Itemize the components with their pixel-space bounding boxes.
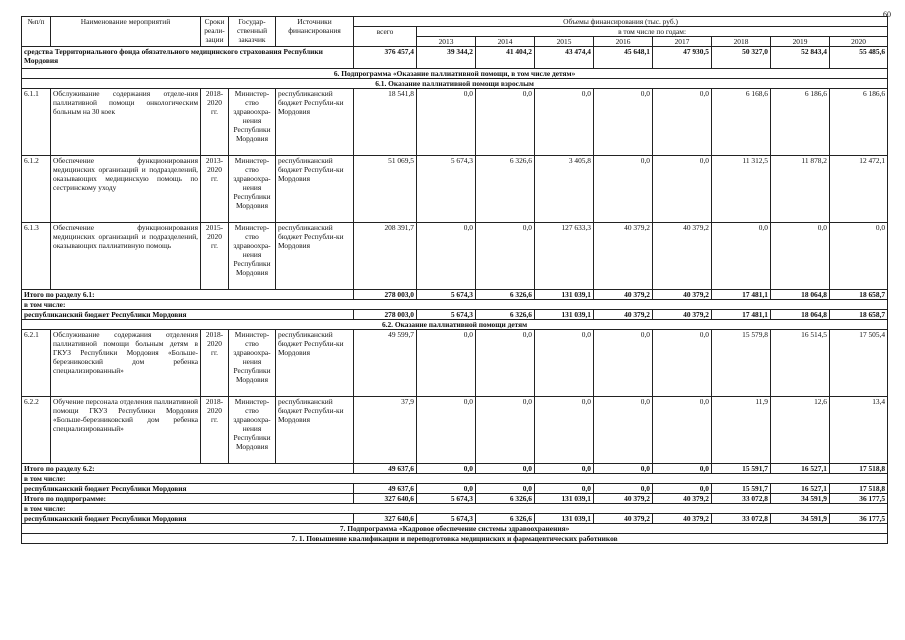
including-label: в том числе: [22, 474, 888, 484]
value-cell: 0,0 [417, 89, 476, 156]
value-cell: 16 527,1 [771, 484, 830, 494]
value-cell: 0,0 [830, 223, 888, 290]
value-cell: 18 064,8 [771, 310, 830, 320]
item-customer: Министер-ство здравоохра-нения Республики Мордовия [229, 330, 276, 397]
year-header: 2020 [830, 37, 888, 47]
year-header: 2018 [712, 37, 771, 47]
item-num: 6.1.2 [22, 156, 51, 223]
item-name: Обслуживание содержания отделе-ния паллиативной помощи онкологическим больным на 30 коек [51, 89, 201, 156]
value-cell: 17 518,8 [830, 464, 888, 474]
value-cell: 0,0 [476, 330, 535, 397]
value-cell: 0,0 [712, 223, 771, 290]
value-cell: 36 177,5 [830, 494, 888, 504]
value-cell: 0,0 [653, 397, 712, 464]
value-cell: 16 527,1 [771, 464, 830, 474]
value-cell: 12 472,1 [830, 156, 888, 223]
value-cell: 0,0 [417, 330, 476, 397]
value-cell: 17 518,8 [830, 484, 888, 494]
section-title: 6.2. Оказание паллиативной помощи детям [22, 320, 888, 330]
value-cell: 131 039,1 [535, 290, 594, 300]
item-source: республиканский бюджет Республи-ки Мордовия [276, 223, 354, 290]
header-activity: Наименование мероприятий [51, 17, 201, 47]
value-cell: 0,0 [476, 484, 535, 494]
total-cell: 18 541,8 [354, 89, 417, 156]
value-cell: 5 674,3 [417, 290, 476, 300]
value-cell: 0,0 [476, 397, 535, 464]
value-cell: 0,0 [535, 484, 594, 494]
value-cell: 39 344,2 [417, 47, 476, 69]
section-total-label: Итого по разделу 6.2: [22, 464, 354, 474]
header-total: всего [354, 27, 417, 47]
item-customer: Министер-ство здравоохра-нения Республики Мордовия [229, 156, 276, 223]
value-cell: 5 674,3 [417, 310, 476, 320]
value-cell: 0,0 [653, 156, 712, 223]
item-term: 2018-2020 гг. [201, 330, 229, 397]
item-customer: Министер-ство здравоохра-нения Республики Мордовия [229, 89, 276, 156]
item-customer: Министер-ство здравоохра-нения Республики Мордовия [229, 397, 276, 464]
header-num: №п/п [22, 17, 51, 47]
total-cell: 49 637,6 [354, 484, 417, 494]
header-term: Сроки реали-зации [201, 17, 229, 47]
total-cell: 278 003,0 [354, 310, 417, 320]
value-cell: 6 326,6 [476, 310, 535, 320]
value-cell: 0,0 [476, 89, 535, 156]
value-cell: 6 168,6 [712, 89, 771, 156]
value-cell: 6 186,6 [830, 89, 888, 156]
header-by-year: в том числе по годам: [417, 27, 888, 37]
value-cell: 6 326,6 [476, 494, 535, 504]
item-name: Обеспечение функционирования медицинских организаций и подразделений, оказывающих паллиативную помощь [51, 223, 201, 290]
value-cell: 43 474,4 [535, 47, 594, 69]
item-name: Обучение персонала отделения паллиативной помощи ГКУЗ Республики Мордовия «Больше-березниковский дом ребенка специализированный» [51, 397, 201, 464]
value-cell: 0,0 [535, 397, 594, 464]
value-cell: 0,0 [476, 464, 535, 474]
value-cell: 0,0 [417, 397, 476, 464]
value-cell: 0,0 [653, 464, 712, 474]
value-cell: 0,0 [594, 397, 653, 464]
value-cell: 34 591,9 [771, 494, 830, 504]
budget-row-label: республиканский бюджет Республики Мордовия [22, 514, 354, 524]
value-cell: 0,0 [535, 89, 594, 156]
value-cell: 15 591,7 [712, 464, 771, 474]
value-cell: 47 930,5 [653, 47, 712, 69]
including-label: в том числе: [22, 300, 888, 310]
section-total-label: Итого по разделу 6.1: [22, 290, 354, 300]
item-source: республиканский бюджет Республи-ки Мордовия [276, 397, 354, 464]
value-cell: 0,0 [653, 330, 712, 397]
value-cell: 5 674,3 [417, 494, 476, 504]
value-cell: 18 064,8 [771, 290, 830, 300]
value-cell: 45 648,1 [594, 47, 653, 69]
total-cell: 208 391,7 [354, 223, 417, 290]
value-cell: 0,0 [594, 330, 653, 397]
value-cell: 13,4 [830, 397, 888, 464]
value-cell: 0,0 [594, 484, 653, 494]
header-volume: Объемы финансирования (тыс. руб.) [354, 17, 888, 27]
value-cell: 16 514,5 [771, 330, 830, 397]
value-cell: 17 481,1 [712, 310, 771, 320]
year-header: 2013 [417, 37, 476, 47]
header-source: Источники финансирования [276, 17, 354, 47]
value-cell: 6 326,6 [476, 156, 535, 223]
value-cell: 50 327,0 [712, 47, 771, 69]
value-cell: 0,0 [594, 156, 653, 223]
total-cell: 327 640,6 [354, 494, 417, 504]
year-header: 2019 [771, 37, 830, 47]
value-cell: 40 379,2 [653, 290, 712, 300]
item-num: 6.1.3 [22, 223, 51, 290]
total-cell: 49 637,6 [354, 464, 417, 474]
value-cell: 33 072,8 [712, 514, 771, 524]
value-cell: 0,0 [535, 464, 594, 474]
value-cell: 18 658,7 [830, 310, 888, 320]
item-customer: Министер-ство здравоохра-нения Республики Мордовия [229, 223, 276, 290]
value-cell: 11 878,2 [771, 156, 830, 223]
value-cell: 40 379,2 [594, 310, 653, 320]
total-cell: 37,9 [354, 397, 417, 464]
value-cell: 36 177,5 [830, 514, 888, 524]
subprogram-title: 6. Подпрограмма «Оказание паллиативной помощи, в том числе детям» [22, 69, 888, 79]
item-source: республиканский бюджет Республи-ки Мордовия [276, 89, 354, 156]
value-cell: 0,0 [417, 223, 476, 290]
item-num: 6.2.1 [22, 330, 51, 397]
value-cell: 52 843,4 [771, 47, 830, 69]
total-cell: 376 457,4 [354, 47, 417, 69]
value-cell: 33 072,8 [712, 494, 771, 504]
item-num: 6.1.1 [22, 89, 51, 156]
value-cell: 0,0 [594, 89, 653, 156]
value-cell: 131 039,1 [535, 494, 594, 504]
including-label: в том числе: [22, 504, 888, 514]
total-cell: 51 069,5 [354, 156, 417, 223]
total-cell: 49 599,7 [354, 330, 417, 397]
item-term: 2015-2020 гг. [201, 223, 229, 290]
year-header: 2017 [653, 37, 712, 47]
item-term: 2018-2020 гг. [201, 89, 229, 156]
value-cell: 127 633,3 [535, 223, 594, 290]
value-cell: 55 485,6 [830, 47, 888, 69]
value-cell: 12,6 [771, 397, 830, 464]
value-cell: 0,0 [653, 89, 712, 156]
total-cell: 327 640,6 [354, 514, 417, 524]
item-term: 2018-2020 гг. [201, 397, 229, 464]
budget-row-label: республиканский бюджет Республики Мордовия [22, 484, 354, 494]
value-cell: 0,0 [476, 223, 535, 290]
item-source: республиканский бюджет Республи-ки Мордовия [276, 330, 354, 397]
value-cell: 40 379,2 [594, 494, 653, 504]
year-header: 2015 [535, 37, 594, 47]
value-cell: 6 326,6 [476, 514, 535, 524]
value-cell: 11 312,5 [712, 156, 771, 223]
page-number: 60 [883, 10, 891, 19]
item-source: республиканский бюджет Республи-ки Мордовия [276, 156, 354, 223]
section-title: 6.1. Оказание паллиативной помощи взрослым [22, 79, 888, 89]
total-cell: 278 003,0 [354, 290, 417, 300]
value-cell: 5 674,3 [417, 514, 476, 524]
value-cell: 17 505,4 [830, 330, 888, 397]
value-cell: 17 481,1 [712, 290, 771, 300]
value-cell: 6 186,6 [771, 89, 830, 156]
section-title: 7. 1. Повышение квалификации и переподготовка медицинских и фармацевтических работников [22, 534, 888, 544]
value-cell: 40 379,2 [653, 223, 712, 290]
value-cell: 15 579,8 [712, 330, 771, 397]
value-cell: 0,0 [417, 464, 476, 474]
value-cell: 131 039,1 [535, 310, 594, 320]
value-cell: 40 379,2 [594, 223, 653, 290]
item-name: Обслуживание содержания отделения паллиативной помощи больным детям в ГКУЗ Республики Мордовия «Больше-березниковский дом ребенка специализированный» [51, 330, 201, 397]
value-cell: 131 039,1 [535, 514, 594, 524]
subprogram-total-label: Итого по подпрограмме: [22, 494, 354, 504]
value-cell: 40 379,2 [653, 494, 712, 504]
year-header: 2016 [594, 37, 653, 47]
item-name: Обеспечение функционирования медицинских организаций и подразделений, оказывающих медицинскую помощь по сестринскому уходу [51, 156, 201, 223]
value-cell: 0,0 [417, 484, 476, 494]
value-cell: 15 591,7 [712, 484, 771, 494]
value-cell: 0,0 [535, 330, 594, 397]
value-cell: 18 658,7 [830, 290, 888, 300]
value-cell: 0,0 [771, 223, 830, 290]
value-cell: 34 591,9 [771, 514, 830, 524]
value-cell: 3 405,8 [535, 156, 594, 223]
value-cell: 40 379,2 [594, 514, 653, 524]
value-cell: 11,9 [712, 397, 771, 464]
value-cell: 41 404,2 [476, 47, 535, 69]
value-cell: 0,0 [594, 464, 653, 474]
budget-row-label: республиканский бюджет Республики Мордовия [22, 310, 354, 320]
year-header: 2014 [476, 37, 535, 47]
value-cell: 40 379,2 [653, 514, 712, 524]
subprogram-title: 7. Подпрограмма «Кадровое обеспечение системы здравоохранения» [22, 524, 888, 534]
value-cell: 0,0 [653, 484, 712, 494]
value-cell: 40 379,2 [653, 310, 712, 320]
fund-row-label: средства Территориального фонда обязательного медицинского страхования Республики Мордовия [22, 47, 354, 69]
item-num: 6.2.2 [22, 397, 51, 464]
header-customer: Государ-ственный заказчик [229, 17, 276, 47]
value-cell: 6 326,6 [476, 290, 535, 300]
item-term: 2013-2020 гг. [201, 156, 229, 223]
value-cell: 5 674,3 [417, 156, 476, 223]
financing-table [21, 16, 888, 544]
value-cell: 40 379,2 [594, 290, 653, 300]
